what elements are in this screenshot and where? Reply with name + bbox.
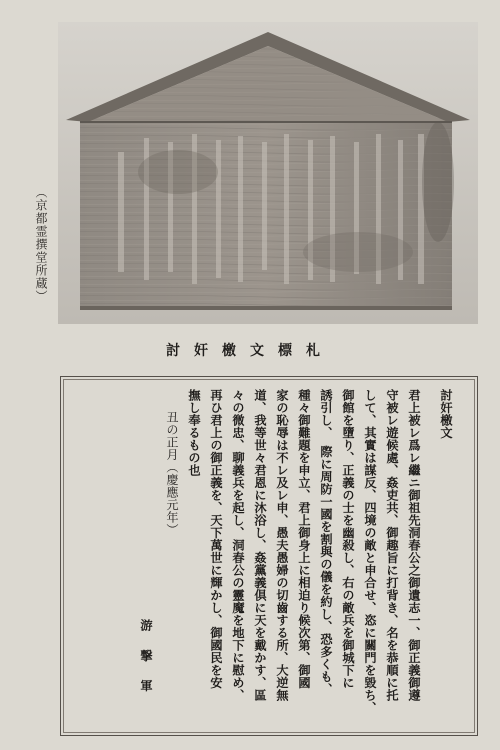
signboard-image — [58, 22, 478, 324]
page-title: 討奸檄文標札 — [166, 343, 334, 359]
photo-caption: （京都霊撰堂所蔵） — [34, 186, 48, 303]
proclamation-columns — [129, 389, 457, 723]
proclamation-box — [60, 376, 478, 736]
proclamation-line: 家の恥辱は不レ及レ申、愚夫愚婦の切齒する所、大逆無 — [275, 389, 289, 702]
proclamation-line: 々の微忠、聊義兵を起し、洞春公の靈魔を地下に慰め、 — [231, 389, 245, 702]
proclamation-line: 道、我等世々君恩に沐浴し、姦黨義倶に天を戴かす、區 — [253, 389, 267, 702]
proclamation-line: 種々御難題を申立、君上御身上に相迫り候次第、御國 — [297, 389, 311, 689]
proclamation-line: 君上被レ爲レ繼ニ御祖先洞春公之御遺志一、御正義御遵 — [407, 389, 421, 702]
proclamation-date: 丑の正月（慶應元年） — [165, 411, 179, 536]
proclamation-signer: 游撃軍 — [139, 619, 153, 710]
proclamation-line: 御館を墮り、正義の士を幽殺し、右の敵兵を御城下に — [341, 389, 355, 689]
proclamation-line: 誘引し、 際に周防一國を割與の儀を約し、恐多くも、 — [319, 389, 333, 696]
proclamation-line: 撫し奉るもの也 — [187, 389, 201, 477]
proclamation-line: して、其實は謀反、四境の敵と申合せ、恣に關門を毀ち、 — [363, 389, 377, 714]
proclamation-line: 守被レ遊候處、姦吏共、御趣旨に打背き、名を恭順に托 — [385, 389, 399, 702]
proclamation-line: 再ひ君上の御正義を、天下萬世に輝かし、御國民を安 — [209, 389, 223, 689]
signboard-photo — [58, 22, 478, 324]
proclamation-heading: 討奸檄文 — [439, 389, 453, 439]
